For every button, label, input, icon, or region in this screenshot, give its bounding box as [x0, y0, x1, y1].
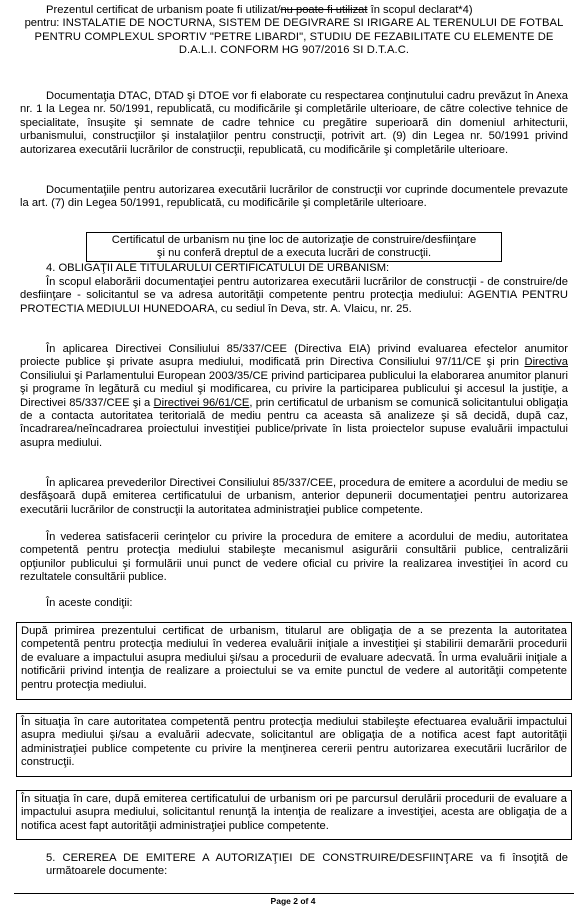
paragraph-prevederi: În aplicarea prevederilor Directivei Consiliului 85/337/CEE, procedura de emitere a acordului de mediu se desfăşoară după emiterea certificatului de urbanism, anterior depunerii documentaţiei pentru autorizarea executării lucrărilor de construcţii la autoritatea administraţiei publice competente.	[20, 477, 568, 516]
paragraph-vedere: În vederea satisfacerii cerinţelor cu privire la procedura de emitere a acordului de mediu, autoritatea competentă pentru protecţia mediului stabileşte mecanismul asigurării consultării publice, centralizării opţiunilor publicului şi formulării unui punct de vedere oficial cu privire la realizarea investiţiei în acord cu rezultatele consultării publice.	[20, 531, 568, 584]
paragraph-eia-part-1: În aplicarea Directivei Consiliului 85/337/CEE (Directiva EIA) privind evaluarea efectelor anumitor proiecte publice şi private asupra mediului, modificată prin Directiva Consiliului 97/11/CE şi prin	[20, 343, 568, 369]
intro-usage-struck: nu poate fi utilizat	[280, 4, 368, 16]
notice-line-1: Certificatul de urbanism nu ţine loc de autorizaţie de construire/desfiinţare	[111, 234, 477, 246]
paragraph-documentatii: Documentaţiile pentru autorizarea executării lucrărilor de construcţii vor cuprinde documentele prevazute la art. (7) din Legea 50/1991, republicată, cu modificările şi completările ulterioare.	[20, 184, 568, 210]
obligation-box-2	[16, 713, 572, 777]
paragraph-dtac: Documentaţia DTAC, DTAD şi DTOE vor fi elaborate cu respectarea conţinutului cadru prevăzut în Anexa nr. 1 la Legea nr. 50/1991, republicată, cu modificările şi completările ulterioare, de către colective tehnice de specialitate, însuşite şi semnate de cadre tehnice cu pregătire superioară din domeniul arhitecturii, urbanismului, construcţiilor şi instalaţiilor pentru construcţii, potrivit art. (9) din Legea nr. 50/1991 privind autorizarea executării lucrărilor de construcţii, republicată, cu modificările şi completările ulterioare.	[20, 90, 568, 156]
intro-usage-suffix: în scopul declarat*4)	[367, 4, 473, 16]
paragraph-eia-part-2: Consiliului şi Parlamentului European 2003/35/CE privind participarea publicului la elaborarea anumitor planuri şi programe în legătură cu mediul şi modificarea, cu privire la participarea publicului şi accesul la justiţie, a Directivei 85/337/CEE şi a	[20, 369, 568, 409]
paragraph-eia-part-3: , prin certificatul de urbanism se comunică solicitantului obligaţia de a contacta autoritatea teritorială de mediu pentru ca aceasta să analizeze şi să decidă, după caz, încadrarea/neîncadrarea proiectului investiţiei publice/private în lista proiectelor supuse evaluării impactului asupra mediului.	[20, 396, 568, 449]
notice-line-2: şi nu conferă dreptul de a executa lucrări de construcţii.	[156, 247, 432, 260]
paragraph-eia	[20, 343, 568, 450]
section-5-heading	[20, 852, 568, 879]
obligation-box-3-text: În situaţia în care, după emiterea certificatului de urbanism ori pe parcursul derulării procedurii de evaluare a impactului asupra mediului, solicitantul renunţă la intenţia de realizare a investiţiei, acesta are obligaţia de a notifica acest fapt autorităţii administraţiei publice competente.	[21, 793, 567, 832]
footer-rule	[14, 893, 574, 894]
obligation-box-3	[16, 790, 572, 840]
paragraph-scop-text: În scopul elaborării documentaţiei pentru autorizarea executării lucrărilor de construcţii - de construire/de desfiinţare - solicitantul se va adresa autorităţii competente pentru protecţia mediului:	[20, 276, 568, 302]
intro-pentru-label: pentru:	[24, 17, 63, 30]
section-5-rest: va fi însoţită de următoarele documente:	[46, 852, 569, 878]
environment-agency-name: AGENTIA PENTRU PROTECTIA MEDIULUI HUNEDOARA	[20, 289, 568, 315]
paragraph-scop-address: , cu sediul în Deva, str. A. Vlaicu, nr. 25.	[214, 302, 412, 315]
intro-usage-line	[20, 4, 568, 58]
page-number: Page 2 of 4	[270, 896, 316, 906]
section-4-title: 4. OBLIGAŢII ALE TITULARULUI CERTIFICATULUI DE URBANISM:	[46, 262, 390, 274]
notice-box	[86, 232, 502, 262]
paragraph-conditii: În aceste condiţii:	[46, 597, 133, 609]
obligation-box-1-text: După primirea prezentului certificat de urbanism, titularul are obligaţia de a se prezenta la autoritatea competentă pentru protecţia mediului în vederea evaluării iniţiale a investiţiei şi stabilirii demarării procedurii de evaluare a impactului asupra mediului şi/sau a procedurii de evaluare adecvată. În urma evaluării iniţiale a notificării privind intenţia de realizare a proiectului se va emite punctul de vedere al autorităţii competente pentru protecţia mediului.	[21, 625, 567, 691]
intro-usage-prefix: Prezentul certificat de urbanism poate fi utilizat/	[46, 4, 281, 16]
obligation-box-1	[16, 622, 572, 700]
directiva-link[interactable]: Directiva	[524, 356, 568, 369]
obligation-box-2-text: În situaţia în care autoritatea competentă pentru protecţia mediului stabileşte efectuarea evaluării impactului asupra mediului şi/sau a evaluării adecvate, solicitantul are obligaţia de a notifica acest fapt autorităţii administraţiei publice competente cu privire la menţinerea cererii pentru autorizarea executării lucrărilor de construcţii.	[21, 716, 567, 769]
project-title: INSTALATIE DE NOCTURNA, SISTEM DE DEGIVRARE SI IRIGARE AL TERENULUI DE FOTBAL PENTRU COMPLEXUL SPORTIV "PETRE LIBARDI", STUDIU DE FEZABILITATE CU ELEMENTE DE D.A.L.I. CONFORM HG 907/2016 SI D.T.A.C.	[34, 17, 564, 57]
directivei-96-61-link[interactable]: Directivei 96/61/CE	[153, 396, 250, 409]
paragraph-scop	[20, 276, 568, 316]
section-5-title: 5. CEREREA DE EMITERE A AUTORIZAŢIEI DE CONSTRUIRE/DESFIINŢARE	[46, 852, 474, 864]
